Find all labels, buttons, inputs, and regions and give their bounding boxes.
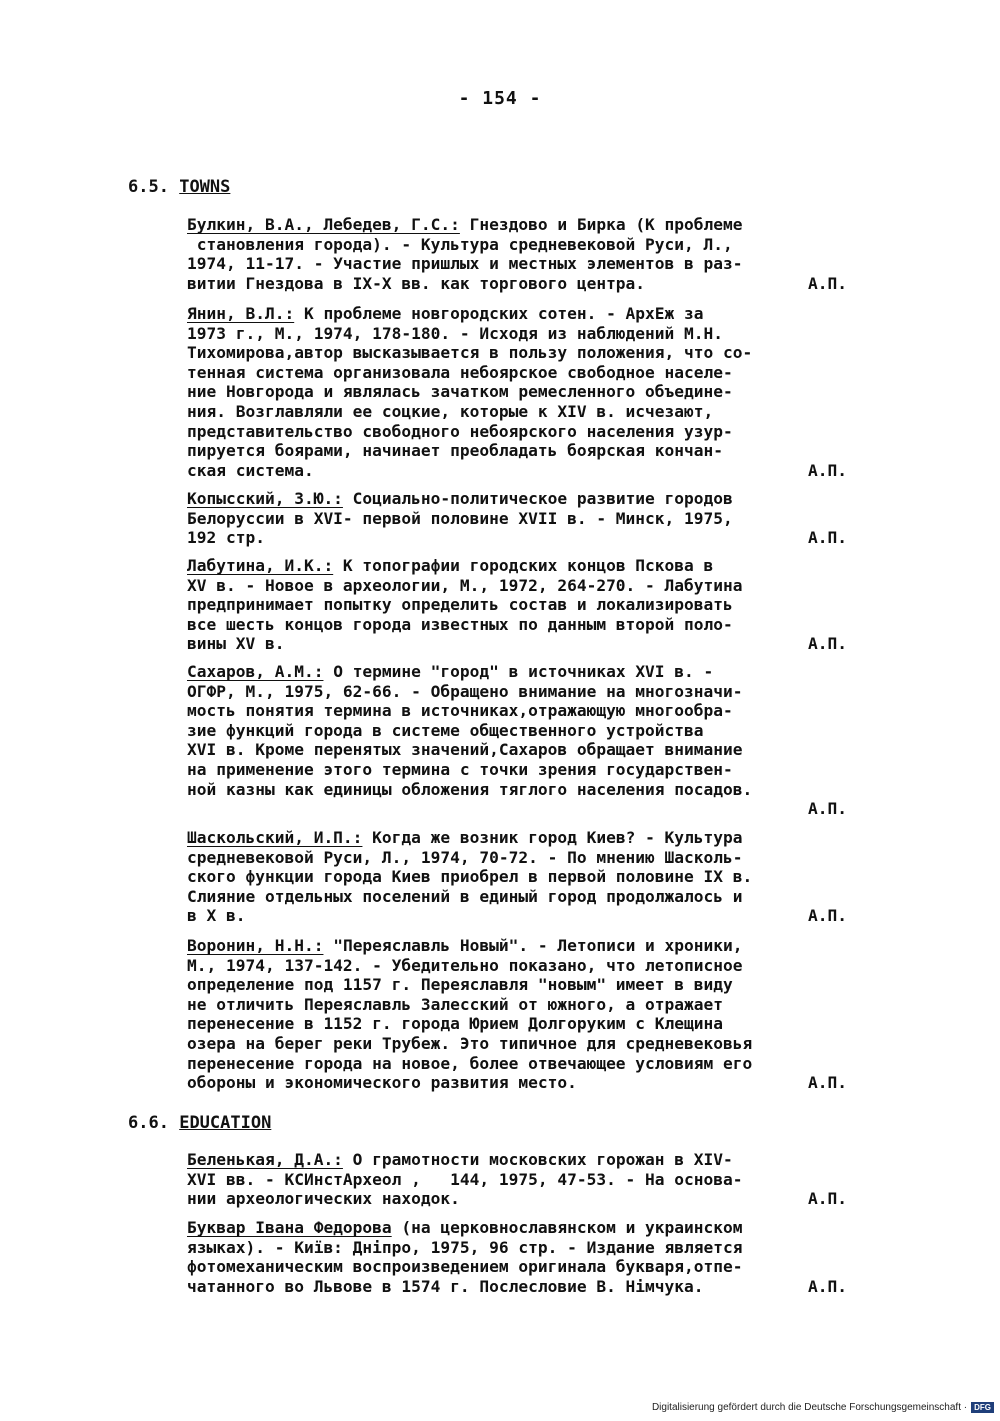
entry-line	[187, 215, 847, 235]
section-number: 6.5.	[128, 177, 169, 197]
bibliography-entry	[187, 215, 847, 293]
entry-signature: А.П.	[808, 906, 847, 926]
entry-line	[187, 1257, 847, 1277]
entry-line	[187, 556, 847, 576]
entry-line	[187, 576, 847, 596]
entry-author: Буквар Iвана Федорова	[187, 1218, 392, 1237]
entry-text: перенесение города на новое, более отвечающее условиям его	[187, 1053, 753, 1073]
entry-author: Булкин, В.А., Лебедев, Г.С.:	[187, 215, 460, 234]
entry-text: XV в. - Новое в археологии, М., 1972, 264-270. - Лабутина	[187, 575, 743, 595]
entry-text: пируется боярами, начинает преобладать боярская кончан-	[187, 441, 724, 461]
bibliography-entry	[187, 489, 847, 548]
entry-text: витии Гнездова в IX-X вв. как торгового центра.	[187, 273, 646, 293]
entry-line	[187, 721, 847, 741]
entry-text: зие функций города в системе общественного устройства	[187, 720, 704, 740]
digitization-footer	[652, 1402, 994, 1413]
entry-text: средневековой Руси, Л., 1974, 70-72. - По мнению Шасколь-	[187, 847, 743, 867]
entry-line	[187, 461, 847, 481]
entry-signature: А.П.	[808, 1189, 847, 1209]
entry-text: не отличить Переяславль Залесский от южного, а отражает	[187, 994, 724, 1014]
entry-text: на применение этого термина с точки зрения государствен-	[187, 759, 733, 779]
entry-line	[187, 274, 847, 294]
bibliography-entry	[187, 1218, 847, 1296]
entry-line	[187, 235, 847, 255]
bibliography-entry	[187, 556, 847, 654]
page-number: - 154 -	[458, 88, 542, 109]
entry-line	[187, 402, 847, 422]
entry-line	[187, 956, 847, 976]
entry-text: вины XV в.	[187, 634, 285, 654]
entry-line	[187, 615, 847, 635]
entry-line	[187, 489, 847, 509]
entry-author: Воронин, Н.Н.:	[187, 936, 324, 955]
entry-line	[187, 760, 847, 780]
entry-line	[187, 662, 847, 682]
entry-text: озера на берег реки Трубеж. Это типичное для средневековья	[187, 1033, 753, 1053]
section-heading-towns	[128, 177, 230, 197]
entry-signature: А.П.	[808, 528, 847, 548]
entry-text: ского функции города Киев приобрел в первой половине IX в.	[187, 867, 753, 887]
entry-signature: А.П.	[808, 1276, 847, 1296]
entry-author: Сахаров, А.М.:	[187, 662, 324, 681]
entry-line	[187, 867, 847, 887]
entry-text: XVI вв. - КСИнстАрхеол , 144, 1975, 47-53. - На основа-	[187, 1169, 743, 1189]
entry-text: "Переяславль Новый". - Летописи и хроники,	[323, 936, 743, 955]
entry-text: XVI в. Кроме перенятых значений,Сахаров обращает внимание	[187, 740, 743, 760]
section-title: TOWNS	[179, 177, 231, 197]
bibliography-entry	[187, 828, 847, 926]
entry-line	[187, 1054, 847, 1074]
entry-line	[187, 528, 847, 548]
bibliography-entry	[187, 936, 847, 1093]
entry-line	[187, 995, 847, 1015]
entry-line	[187, 1073, 847, 1093]
entry-text: тенная система организовала небоярское свободное населе-	[187, 362, 733, 382]
entry-text: ская система.	[187, 460, 314, 480]
entry-line	[187, 1238, 847, 1258]
entry-text: в X в.	[187, 906, 246, 926]
entry-line	[187, 343, 847, 363]
entry-text: чатанного во Львове в 1574 г. Послесловие В. Нiмчука.	[187, 1276, 704, 1296]
entry-line	[187, 363, 847, 383]
entry-line	[187, 828, 847, 848]
entry-line	[187, 1277, 847, 1297]
dfg-logo: DFG	[971, 1402, 994, 1413]
entry-line	[187, 887, 847, 907]
entry-line	[187, 441, 847, 461]
entry-line	[187, 799, 847, 819]
entry-line	[187, 906, 847, 926]
entry-line	[187, 595, 847, 615]
entry-text: 1974, 11-17. - Участие пришлых и местных элементов в раз-	[187, 254, 743, 274]
entry-line	[187, 701, 847, 721]
entry-text: М., 1974, 137-142. - Убедительно показано, что летописное	[187, 955, 743, 975]
entry-text: Слияние отдельных поселений в единый город продолжалось и	[187, 886, 743, 906]
entry-text: фотомеханическим воспроизведением оригинала букваря,отпе-	[187, 1257, 743, 1277]
entry-text: обороны и экономического развития место.	[187, 1073, 577, 1093]
entry-text: 192 стр.	[187, 528, 265, 548]
entry-line	[187, 1170, 847, 1190]
section-title: EDUCATION	[179, 1113, 272, 1133]
entry-line	[187, 304, 847, 324]
entry-line	[187, 682, 847, 702]
entry-text: перенесение в 1152 г. города Юрием Долгоруким с Клещина	[187, 1014, 724, 1034]
entry-text: ние Новгорода и являлась зачатком ремесленного объедине-	[187, 382, 733, 402]
entry-author: Беленькая, Д.А.:	[187, 1150, 343, 1169]
entry-text: Гнездово и Бирка (К проблеме	[459, 215, 743, 234]
bibliography-entry	[187, 304, 847, 480]
entry-line	[187, 1189, 847, 1209]
entry-text: все шесть концов города известных по данным второй поло-	[187, 614, 733, 634]
entry-line	[187, 1034, 847, 1054]
entry-text: Социально-политическое развитие городов	[342, 489, 733, 508]
section-heading-education	[128, 1113, 271, 1133]
section-number: 6.6.	[128, 1113, 169, 1133]
entry-text: определение под 1157 г. Переяславля "новым" имеет в виду	[187, 975, 733, 995]
entry-line	[187, 254, 847, 274]
entry-text: ния. Возглавляли ее соцкие, которые к XIV в. исчезают,	[187, 401, 714, 421]
entry-text: языках). - Київ: Днiпро, 1975, 96 стр. - Издание является	[187, 1237, 743, 1257]
bibliography-entry	[187, 1150, 847, 1209]
entry-line	[187, 1014, 847, 1034]
entry-line	[187, 1218, 847, 1238]
entry-text: Белоруссии в XVI- первой половине XVII в. - Минск, 1975,	[187, 508, 733, 528]
entry-line	[187, 634, 847, 654]
entry-author: Янин, В.Л.:	[187, 304, 295, 323]
entry-signature: А.П.	[808, 273, 847, 293]
entry-line	[187, 936, 847, 956]
entry-text: К топографии городских концов Пскова в	[333, 556, 714, 575]
entry-text: предпринимает попытку определить состав и локализировать	[187, 595, 733, 615]
entry-line	[187, 848, 847, 868]
entry-line	[187, 382, 847, 402]
entry-signature: А.П.	[808, 1073, 847, 1093]
entry-author: Копысский, З.Ю.:	[187, 489, 343, 508]
entry-signature: А.П.	[808, 634, 847, 654]
entry-author: Лабутина, И.К.:	[187, 556, 334, 575]
entry-line	[187, 422, 847, 442]
entry-text: О грамотности московских горожан в XIV-	[342, 1150, 733, 1169]
entry-line	[187, 324, 847, 344]
entry-author: Шаскольский, И.П.:	[187, 828, 363, 847]
entry-text: нии археологических находок.	[187, 1189, 460, 1209]
entry-signature: А.П.	[808, 799, 847, 819]
bibliography-entry	[187, 662, 847, 819]
entry-text: Когда же возник город Киев? - Культура	[362, 828, 743, 847]
entry-line	[187, 740, 847, 760]
entry-line	[187, 780, 847, 800]
entry-text: К проблеме новгородских сотен. - АрхЕж за	[294, 304, 704, 323]
entry-text: Тихомирова,автор высказывается в пользу положения, что со-	[187, 343, 753, 363]
entry-text: (на церковнославянском и украинском	[391, 1218, 743, 1237]
entry-text: представительство свободного небоярского населения узур-	[187, 421, 733, 441]
entry-text: ной казны как единицы обложения тяглого населения посадов.	[187, 779, 753, 799]
entry-text: ОГФР, М., 1975, 62-66. - Обращено внимание на многозначи-	[187, 681, 743, 701]
entry-line	[187, 509, 847, 529]
entry-text: становления города). - Культура средневековой Руси, Л.,	[187, 234, 733, 254]
entry-text: мость понятия термина в источниках,отражающую многообра-	[187, 701, 733, 721]
entry-line	[187, 975, 847, 995]
entry-text: О термине "город" в источниках XVI в. -	[323, 662, 714, 681]
footer-text: Digitalisierung gefördert durch die Deutsche Forschungsgemeinschaft ·	[651, 1402, 968, 1413]
entry-text: 1973 г., М., 1974, 178-180. - Исходя из наблюдений М.Н.	[187, 323, 724, 343]
entry-signature: А.П.	[808, 460, 847, 480]
entry-line	[187, 1150, 847, 1170]
